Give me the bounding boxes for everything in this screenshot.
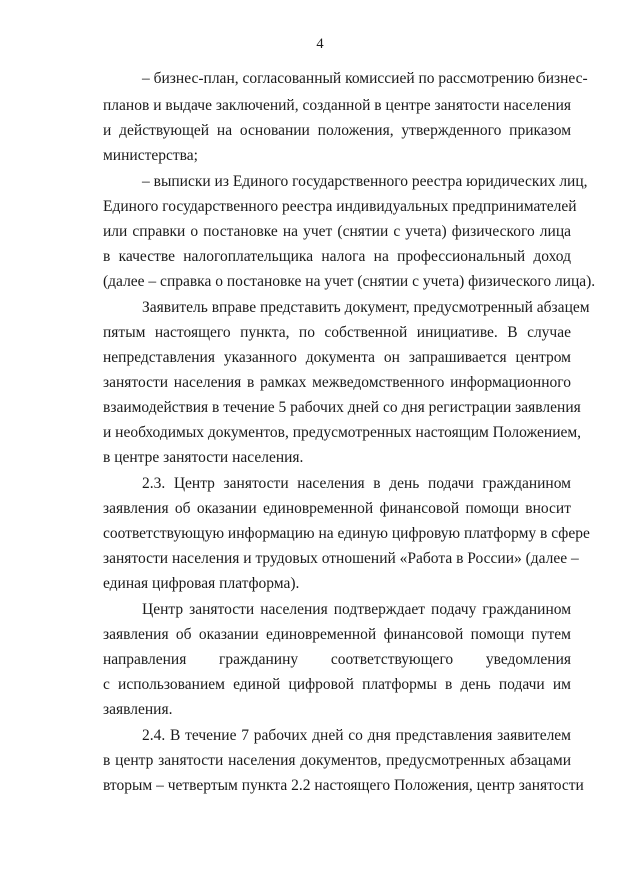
paragraph-1-line-3: в качестве налогоплательщика налога на профессиональный доход bbox=[103, 248, 571, 265]
paragraph-0-line-1: планов и выдаче заключений, созданной в центре занятости населения bbox=[103, 97, 571, 114]
paragraph-2-line-2: непредставления указанного документа он запрашивается центром bbox=[103, 349, 571, 366]
paragraph-4-line-1: заявления об оказании единовременной финансовой помощи путем bbox=[103, 626, 571, 643]
paragraph-2-line-1: пятым настоящего пункта, по собственной инициативе. В случае bbox=[103, 324, 571, 341]
paragraph-3-line-1: заявления об оказании единовременной финансовой помощи вносит bbox=[103, 500, 571, 517]
paragraph-5-line-2: вторым – четвертым пункта 2.2 настоящего Положения, центр занятости bbox=[103, 777, 584, 794]
page-number: 4 bbox=[316, 36, 324, 52]
paragraph-4-line-2: направления гражданину соответствующего уведомления bbox=[103, 651, 571, 668]
paragraph-3-line-2: соответствующую информацию на единую цифровую платформу в сфере bbox=[103, 525, 590, 542]
paragraph-2-line-3: занятости населения в рамках межведомственного информационного bbox=[103, 374, 571, 391]
paragraph-5-line-1: в центр занятости населения документов, предусмотренных абзацами bbox=[103, 752, 571, 769]
paragraph-3-line-0: 2.3. Центр занятости населения в день подачи гражданином bbox=[142, 475, 571, 492]
paragraph-2-line-6: в центре занятости населения. bbox=[103, 449, 304, 466]
paragraph-4-line-4: заявления. bbox=[103, 701, 173, 718]
paragraph-0-line-3: министерства; bbox=[103, 147, 198, 164]
paragraph-4-line-0: Центр занятости населения подтверждает подачу гражданином bbox=[142, 601, 571, 618]
paragraph-1-line-2: или справки о постановке на учет (снятии с учета) физического лица bbox=[103, 223, 571, 240]
paragraph-1-line-1: Единого государственного реестра индивидуальных предпринимателей bbox=[103, 198, 577, 215]
paragraph-1-line-4: (далее – справка о постановке на учет (снятии с учета) физического лица). bbox=[103, 273, 596, 290]
paragraph-4-line-3: с использованием единой цифровой платформы в день подачи им bbox=[103, 676, 571, 693]
paragraph-5-line-0: 2.4. В течение 7 рабочих дней со дня представления заявителем bbox=[142, 727, 571, 744]
paragraph-2-line-0: Заявитель вправе представить документ, предусмотренный абзацем bbox=[142, 299, 590, 316]
paragraph-0-line-0: – бизнес-план, согласованный комиссией по рассмотрению бизнес- bbox=[142, 70, 588, 87]
paragraph-0-line-2: и действующей на основании положения, утвержденного приказом bbox=[103, 122, 571, 139]
paragraph-3-line-3: занятости населения и трудовых отношений «Работа в России» (далее – bbox=[103, 550, 579, 567]
paragraph-3-line-4: единая цифровая платформа). bbox=[103, 575, 300, 592]
paragraph-2-line-4: взаимодействия в течение 5 рабочих дней со дня регистрации заявления bbox=[103, 399, 581, 416]
paragraph-1-line-0: – выписки из Единого государственного реестра юридических лиц, bbox=[142, 173, 588, 190]
paragraph-2-line-5: и необходимых документов, предусмотренных настоящим Положением, bbox=[103, 424, 582, 441]
